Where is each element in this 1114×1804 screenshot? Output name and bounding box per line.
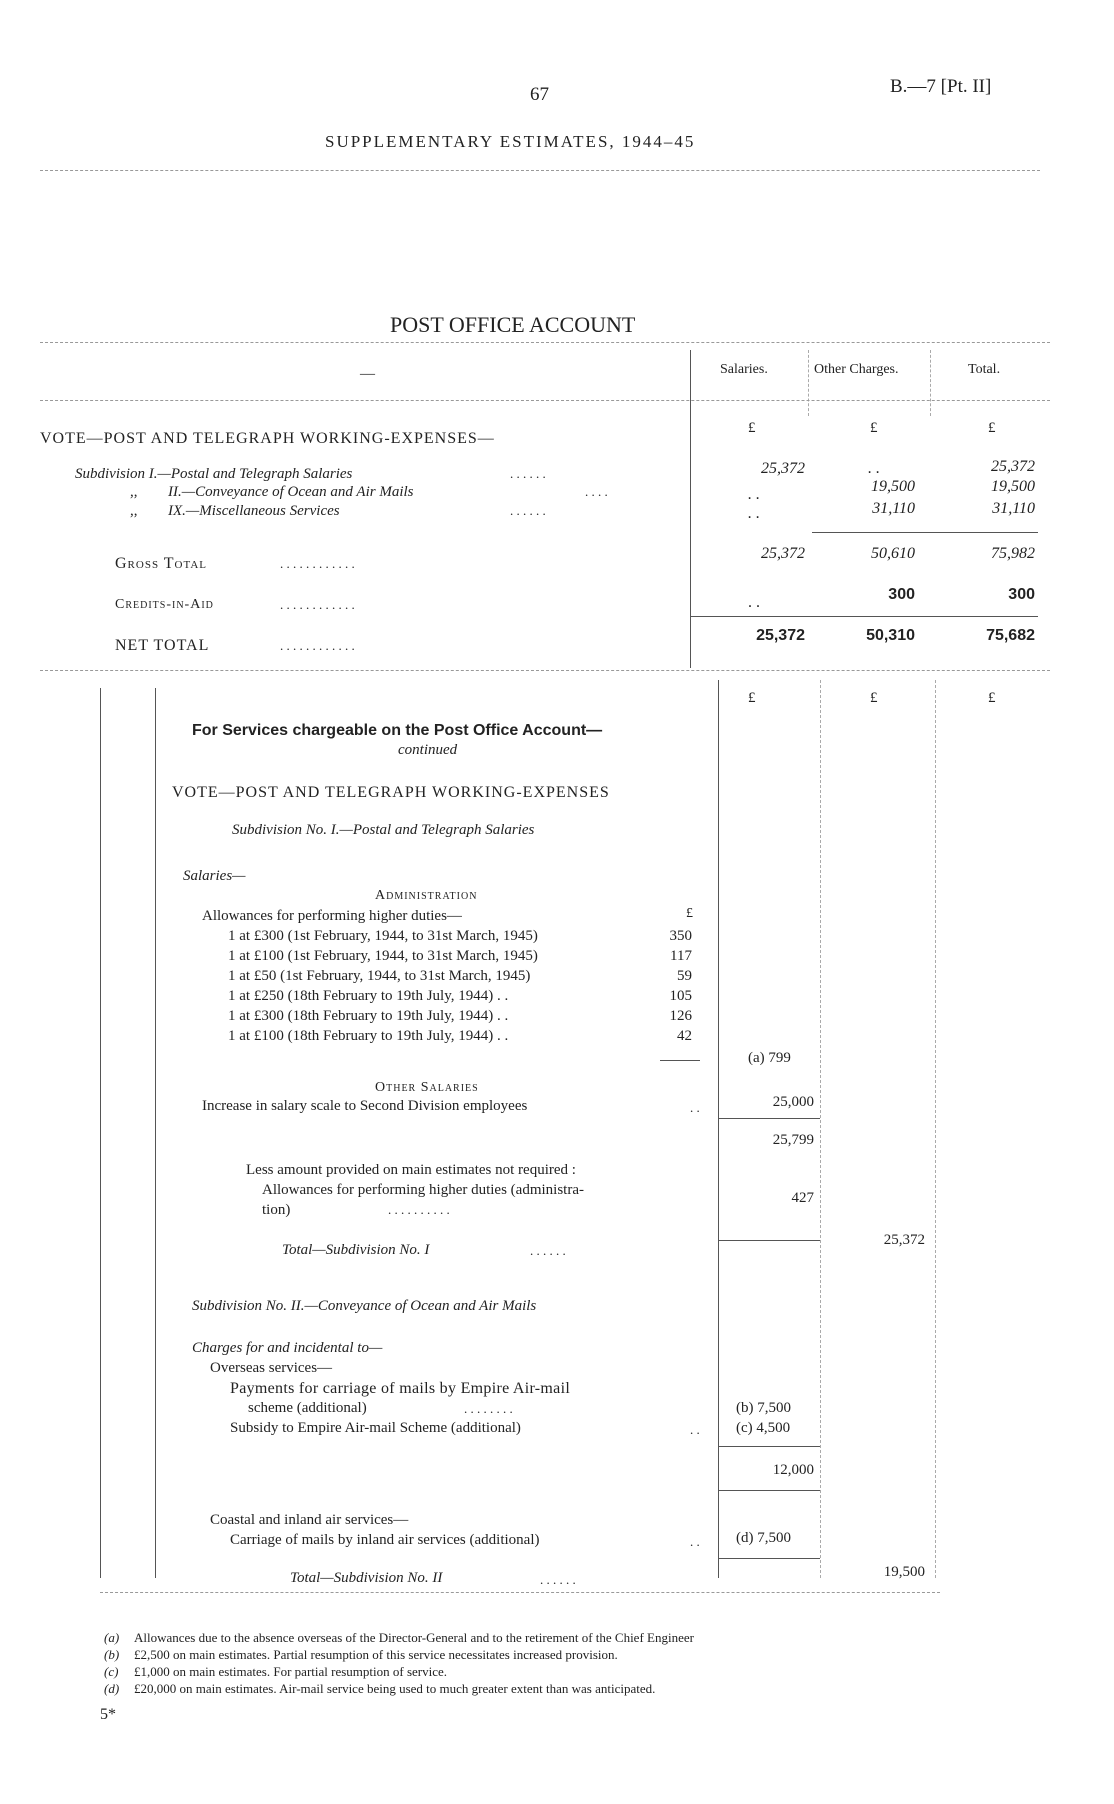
other-charges-value: 50,610 [871, 545, 915, 562]
allowance-amount: 105 [669, 988, 692, 1004]
other-charges-value: . . [868, 460, 880, 477]
allowance-amount: 350 [669, 928, 692, 944]
stub-header-dash: — [360, 366, 375, 382]
signature-mark: 5* [100, 1706, 116, 1723]
total-value: 75,982 [991, 545, 1035, 562]
currency-symbol: £ [686, 906, 693, 921]
subtotal-rule [718, 1490, 820, 1491]
footnote-mark: (b) [104, 1647, 120, 1662]
subdivision-total-label: Total—Subdivision No. II [290, 1570, 443, 1586]
services-heading: For Services chargeable on the Post Office Account— [192, 722, 603, 739]
detail-vote-heading: VOTE—POST AND TELEGRAPH WORKING-EXPENSES [172, 784, 610, 801]
other-charges-value: 300 [888, 586, 915, 603]
subsidy-amount: (c) 4,500 [736, 1420, 791, 1436]
net-total-rule [690, 616, 1038, 617]
footnote-mark: (c) [104, 1664, 119, 1679]
salaries-value: 25,372 [761, 545, 805, 562]
dot-leader: . . . . [585, 484, 608, 499]
salaries-value: . . [748, 505, 760, 522]
salaries-value: . . [748, 486, 760, 503]
page-number: 67 [530, 84, 549, 105]
currency-symbol: £ [748, 690, 756, 706]
allowance-amount: 126 [669, 1008, 692, 1024]
detail-bottom-rule [100, 1592, 940, 1593]
page-title: POST OFFICE ACCOUNT [390, 312, 636, 337]
detail-margin-rule [100, 688, 101, 1578]
allowance-amount: 117 [670, 948, 692, 964]
other-charges-value: 31,110 [872, 500, 915, 517]
dot-leader: . . . . . . . . . . . . [280, 556, 355, 571]
currency-symbol: £ [988, 690, 996, 706]
column-header-salaries: Salaries. [720, 362, 768, 377]
summary-bottom-rule [40, 670, 1050, 671]
salaries-value: . . [748, 594, 760, 611]
vote-heading: VOTE—POST AND TELEGRAPH WORKING-EXPENSES— [40, 430, 495, 447]
allowance-label: 1 at £250 (18th February to 19th July, 1944) . . [228, 988, 509, 1004]
detail-col-divider [935, 680, 936, 1578]
services-continued: continued [398, 742, 458, 758]
subdivision-total-amount: 19,500 [883, 1564, 925, 1580]
allowance-label: 1 at £100 (1st February, 1944, to 31st March, 1945) [228, 948, 538, 964]
ditto-mark: ,, [130, 503, 138, 519]
salaries-value: 25,372 [761, 460, 805, 477]
dot-leader: . . . . . . . . . . . . [280, 638, 355, 653]
summary-col-divider [930, 350, 931, 416]
dot-leader: . . [690, 1534, 700, 1549]
currency-symbol: £ [870, 690, 878, 706]
total-value: 75,682 [986, 627, 1035, 644]
payments-line: Payments for carriage of mails by Empire Air-mail [230, 1380, 571, 1397]
salaries-value: 25,372 [756, 627, 805, 644]
ditto-mark: ,, [130, 484, 138, 500]
footnote-text: Allowances due to the absence overseas of the Director-General and to the retirement of the Chief Engineer [134, 1630, 694, 1645]
dot-leader: . . . . . . [540, 1572, 576, 1587]
carriage-amount: (d) 7,500 [736, 1530, 791, 1546]
carriage-label: Carriage of mails by inland air services (additional) [230, 1532, 540, 1548]
page-subtitle: SUPPLEMENTARY ESTIMATES, 1944–45 [325, 132, 696, 151]
currency-symbol: £ [748, 420, 756, 436]
subtotal-rule [718, 1558, 820, 1559]
total-value: 19,500 [991, 478, 1035, 495]
currency-symbol: £ [988, 420, 996, 436]
allowances-rule [660, 1060, 700, 1061]
row-label: Credits-in-Aid [115, 597, 214, 612]
other-salaries-heading: Other Salaries [375, 1080, 479, 1095]
summary-header-rule [40, 400, 1050, 401]
salaries-label: Salaries— [183, 868, 246, 884]
total-value: 25,372 [991, 458, 1035, 475]
payments-amount: (b) 7,500 [736, 1400, 791, 1416]
other-salaries-amount: 25,000 [772, 1094, 814, 1110]
total-value: 300 [1008, 586, 1035, 603]
subtotal-rule [718, 1240, 820, 1241]
dot-leader: . . . . . . . . . . . . [280, 597, 355, 612]
charges-label: Charges for and incidental to— [192, 1340, 383, 1356]
detail-col-divider [820, 680, 821, 1578]
subtotal-amount: 25,799 [772, 1132, 814, 1148]
subdivision-heading: Subdivision No. II.—Conveyance of Ocean and Air Mails [192, 1298, 537, 1314]
subdivision-total-amount: 25,372 [883, 1232, 925, 1248]
overseas-total: 12,000 [772, 1462, 814, 1478]
row-label: Subdivision I.—Postal and Telegraph Salaries [75, 466, 353, 482]
subtotal-rule [718, 1446, 820, 1447]
row-label: IX.—Miscellaneous Services [168, 503, 340, 519]
total-value: 31,110 [992, 500, 1035, 517]
document-reference: B.—7 [Pt. II] [890, 76, 992, 97]
less-amount: 427 [791, 1190, 814, 1206]
allowances-intro: Allowances for performing higher duties— [202, 908, 462, 924]
other-charges-value: 19,500 [871, 478, 915, 495]
dot-leader: . . [690, 1100, 700, 1115]
row-label: II.—Conveyance of Ocean and Air Mails [168, 484, 414, 500]
dot-leader: . . . . . . . . . . [388, 1202, 450, 1217]
footnote-text: £20,000 on main estimates. Air-mail service being used to much greater extent than was anticipated. [134, 1681, 656, 1696]
subtotal-rule [718, 1118, 820, 1119]
detail-margin-rule [155, 688, 156, 1578]
footnote-mark: (d) [104, 1681, 120, 1696]
summary-top-rule [40, 342, 1050, 343]
currency-symbol: £ [870, 420, 878, 436]
subtotal-rule [812, 532, 1038, 533]
row-label: Gross Total [115, 555, 208, 572]
column-header-total: Total. [968, 362, 1001, 377]
dot-leader: . . . . . . [510, 466, 546, 481]
dot-leader: . . . . . . [530, 1243, 566, 1258]
subdivision-heading: Subdivision No. I.—Postal and Telegraph Salaries [232, 822, 535, 838]
allowance-label: 1 at £300 (1st February, 1944, to 31st March, 1945) [228, 928, 538, 944]
allowance-label: 1 at £300 (18th February to 19th July, 1944) . . [228, 1008, 509, 1024]
allowance-amount: 42 [677, 1028, 692, 1044]
summary-col-divider [690, 350, 691, 668]
dot-leader: . . . . . . [510, 503, 546, 518]
detail-col-divider [718, 680, 719, 1578]
dot-leader: . . . . . . . . [464, 1401, 513, 1416]
allowance-label: 1 at £100 (18th February to 19th July, 1944) . . [228, 1028, 509, 1044]
header-rule [40, 170, 1040, 171]
allowance-label: 1 at £50 (1st February, 1944, to 31st March, 1945) [228, 968, 531, 984]
coastal-label: Coastal and inland air services— [210, 1512, 409, 1528]
dot-leader: . . [690, 1422, 700, 1437]
footnote-text: £1,000 on main estimates. For partial resumption of service. [134, 1664, 448, 1679]
footnote-text: £2,500 on main estimates. Partial resumption of this service necessitates increased provision. [134, 1647, 618, 1662]
other-salaries-label: Increase in salary scale to Second Division employees [202, 1098, 528, 1114]
allowance-amount: 59 [677, 968, 692, 984]
overseas-label: Overseas services— [210, 1360, 333, 1376]
less-amount-line: Less amount provided on main estimates not required : [246, 1162, 576, 1178]
footnote-mark: (a) [104, 1630, 120, 1645]
payments-line: scheme (additional) [248, 1400, 367, 1416]
administration-heading: Administration [375, 888, 478, 903]
subsidy-label: Subsidy to Empire Air-mail Scheme (additional) [230, 1420, 521, 1436]
allowances-total: (a) 799 [748, 1050, 791, 1066]
other-charges-value: 50,310 [866, 627, 915, 644]
subdivision-total-label: Total—Subdivision No. I [282, 1242, 430, 1258]
less-amount-line: tion) [262, 1202, 291, 1218]
row-label: NET TOTAL [115, 637, 210, 654]
summary-col-divider [808, 350, 809, 416]
column-header-other-charges: Other Charges. [814, 362, 899, 377]
less-amount-line: Allowances for performing higher duties (administra- [262, 1182, 584, 1198]
